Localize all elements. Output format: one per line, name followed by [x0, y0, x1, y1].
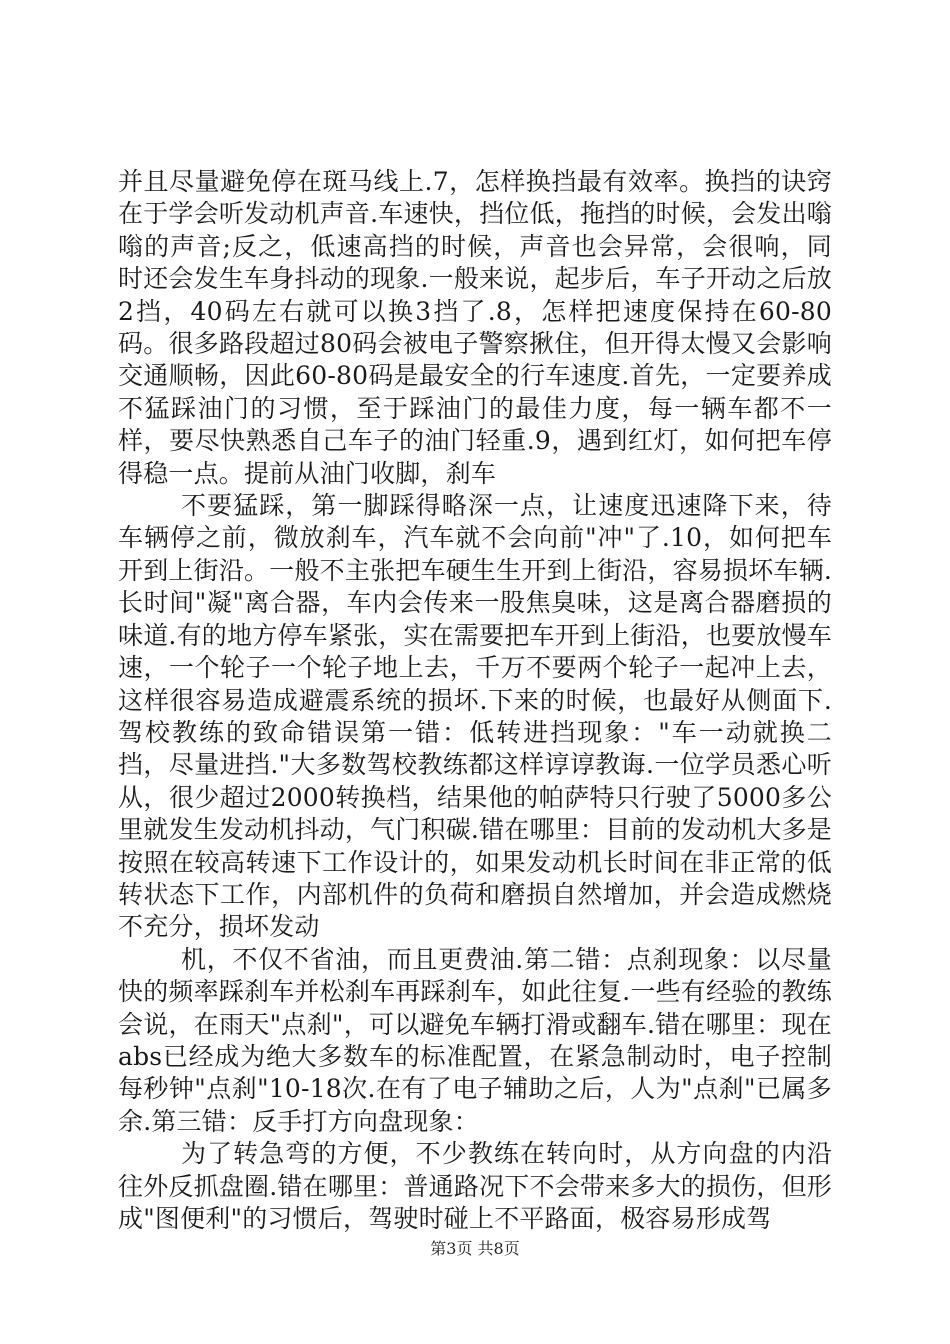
paragraph: 不要猛踩，第一脚踩得略深一点，让速度迅速降下来，待车辆停之前，微放刹车，汽车就不会向前"冲"了.10，如何把车开到上街沿。一般不主张把车硬生生开到上街沿，容易损坏车辆.长时间"凝"离合器，车内会传来一股焦臭味，这是离合器磨损的味道.有的地方停车紧张，实在需要把车开到上街沿，也要放慢车速，一个轮子一个轮子地上去，千万不要两个轮子一起冲上去，这样很容易造成避震系统的损坏.下来的时候，也最好从侧面下.驾校教练的致命错误第一错：低转进挡现象："车一动就换二挡，尽量进挡."大多数驾校教练都这样谆谆教诲.一位学员悉心听从，很少超过2000转换档，结果他的帕萨特只行驶了5000多公里就发生发动机抖动，气门积碳.错在哪里：目前的发动机大多是按照在较高转速下工作设计的，如果发动机长时间在非正常的低转状态下工作，内部机件的负荷和磨损自然增加，并会造成燃烧不充分，损坏发动 — [118, 491, 832, 942]
paragraph: 机，不仅不省油，而且更费油.第二错：点刹现象：以尽量快的频率踩刹车并松刹车再踩刹车，如此往复.一些有经验的教练会说，在雨天"点刹"，可以避免车辆打滑或翻车.错在哪里：现在abs已经成为绝大多数车的标准配置，在紧急制动时，电子控制每秒钟"点刹"10-18次.在有了电子辅助之后，人为"点刹"已属多余.第三错：反手打方向盘现象： — [118, 944, 832, 1136]
page-number-footer: 第3页 共8页 — [430, 1239, 520, 1258]
paragraph: 并且尽量避免停在斑马线上.7，怎样换挡最有效率。换挡的诀窍在于学会听发动机声音.车速快，挡位低，拖挡的时候，会发出嗡嗡的声音;反之，低速高挡的时候，声音也会异常，会很响，同时还会发生车身抖动的现象.一般来说，起步后，车子开动之后放2挡，40码左右就可以换3挡了.8，怎样把速度保持在60-80码。很多路段超过80码会被电子警察揪住，但开得太慢又会影响交通顺畅，因此60-80码是最安全的行车速度.首先，一定要养成不猛踩油门的习惯，至于踩油门的最佳力度，每一辆车都不一样，要尽快熟悉自己车子的油门轻重.9，遇到红灯，如何把车停得稳一点。提前从油门收脚，刹车 — [118, 167, 832, 488]
paragraph: 为了转急弯的方便，不少教练在转向时，从方向盘的内沿往外反抓盘圈.错在哪里：普通路况下不会带来多大的损伤，但形成"图便利"的习惯后，驾驶时碰上不平路面，极容易形成驾 — [118, 1139, 832, 1233]
document-body — [118, 166, 832, 1235]
